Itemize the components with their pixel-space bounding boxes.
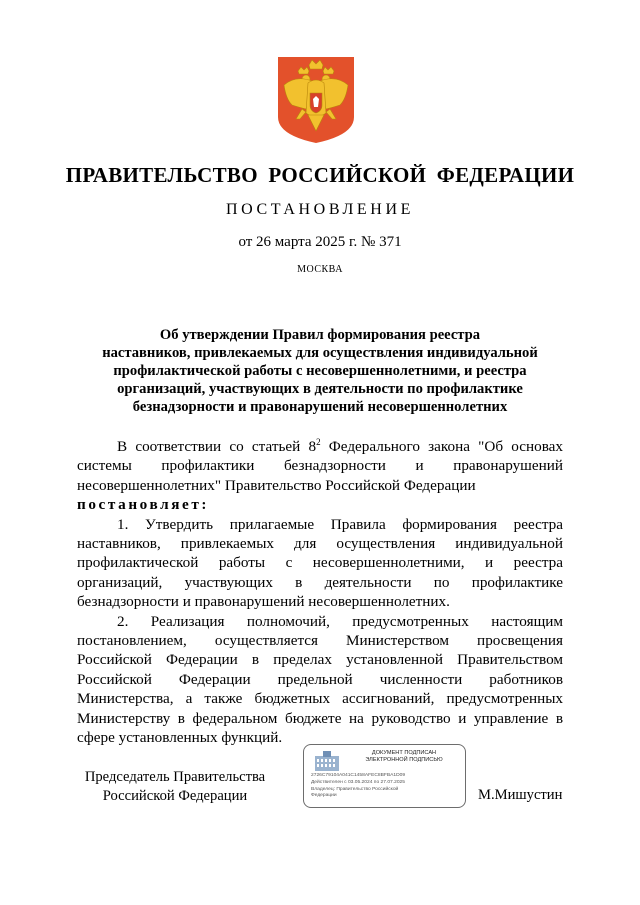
paragraph-item-1: 1. Утвердить прилагаемые Правила формирования реестра наставников, привлекаемых для осуществления индивидуальной профилактической работы с несовершеннолетними, и реестра организаций, участвующих в деятельности по профилактике безнадзорности и правонарушений несовершеннолетних. bbox=[77, 515, 563, 611]
paragraph-item-2: 2. Реализация полномочий, предусмотренных настоящим постановлением, осуществляется Министерством просвещения Российской Федерации в пределах установленной Правительством Российской Федерации предельной численности работников Министерства, а также бюджетных ассигнований, предусмотренных Министерству в федеральном бюджете на руководство и управление в сфере установленных функций. bbox=[77, 612, 563, 747]
signatory-position bbox=[80, 768, 270, 806]
document-city: МОСКВА bbox=[297, 264, 343, 275]
document-type: ПОСТАНОВЛЕНИЕ bbox=[226, 201, 414, 218]
coat-of-arms-icon bbox=[276, 55, 356, 145]
stamp-certificate: 2726C79104A041C1458AFEC8BFBA1D09 bbox=[311, 773, 406, 778]
article-superscript: 2 bbox=[316, 437, 321, 447]
government-title: ПРАВИТЕЛЬСТВО РОССИЙСКОЙ ФЕДЕРАЦИИ bbox=[65, 163, 575, 187]
paragraph-resolves bbox=[77, 495, 563, 514]
subject-line: организаций, участвующих в деятельности по профилактике bbox=[117, 381, 523, 397]
government-building-icon bbox=[314, 750, 340, 772]
signatory-name: М.Мишустин bbox=[478, 787, 563, 803]
document-date-number: от 26 марта 2025 г. № 371 bbox=[238, 234, 402, 250]
subject-line: безнадзорности и правонарушений несовершеннолетних bbox=[132, 399, 508, 415]
position-line: Председатель Правительства bbox=[84, 769, 266, 785]
stamp-title-line: ДОКУМЕНТ ПОДПИСАН bbox=[371, 750, 437, 756]
stamp-validity: Действителен с 03.05.2024 по 27.07.2025 bbox=[311, 780, 405, 785]
position-line: Российской Федерации bbox=[102, 788, 248, 804]
subject-line: профилактической работы с несовершеннолетними, и реестра bbox=[113, 363, 527, 379]
stamp-title-line: ЭЛЕКТРОННОЙ ПОДПИСЬЮ bbox=[365, 757, 443, 763]
stamp-owner-continued: Федерации bbox=[311, 793, 337, 798]
electronic-signature-stamp bbox=[303, 744, 466, 808]
document-subject bbox=[72, 326, 568, 416]
stamp-owner: Владелец: Правительство Российской bbox=[311, 787, 399, 792]
preamble-text-continued: Федерального закона "Об основах системы профилактики безнадзорности и правонарушений несовершеннолетних" Правительство Российской Федерации bbox=[77, 438, 563, 494]
subject-line: Об утверждении Правил формирования реестра bbox=[159, 327, 481, 343]
resolves-word: постановляет: bbox=[77, 496, 210, 514]
paragraph-preamble bbox=[77, 437, 563, 495]
subject-line: наставников, привлекаемых для осуществления индивидуальной bbox=[102, 345, 538, 361]
stamp-title bbox=[346, 750, 462, 764]
document-body bbox=[77, 437, 563, 748]
preamble-text: В соответствии со статьей 8 bbox=[117, 438, 317, 455]
